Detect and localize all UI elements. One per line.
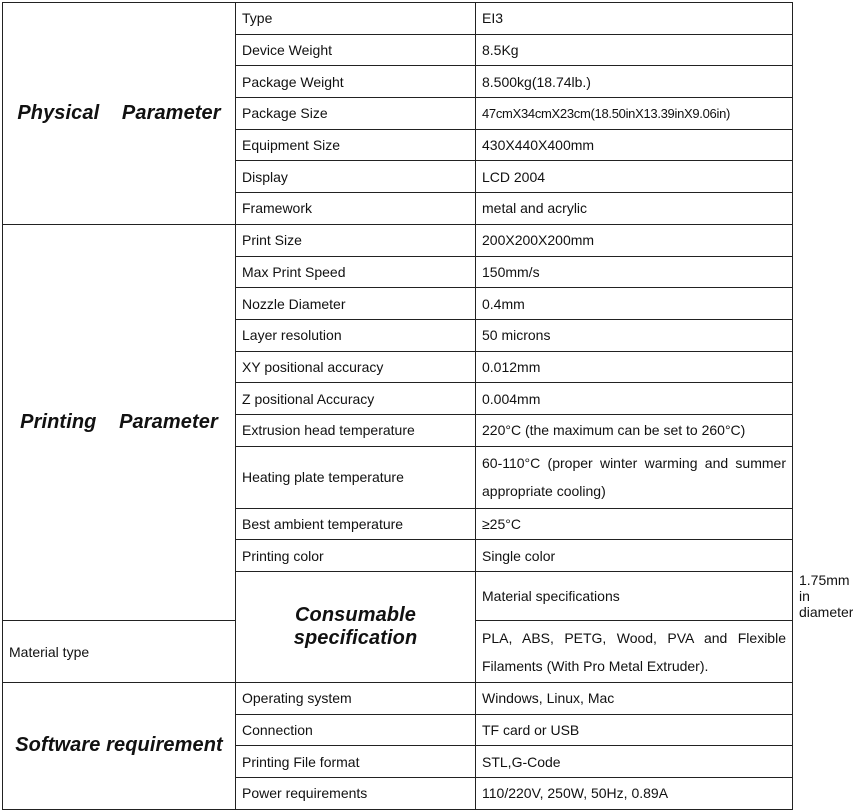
param-value: 0.4mm <box>476 288 793 320</box>
param-value: metal and acrylic <box>476 193 793 225</box>
param-value: 0.012mm <box>476 351 793 383</box>
param-label: Power requirements <box>236 778 476 810</box>
param-value: 110/220V, 250W, 50Hz, 0.89A <box>476 778 793 810</box>
param-label: Heating plate temperature <box>236 446 476 508</box>
param-value: STL,G-Code <box>476 746 793 778</box>
param-value: 50 microns <box>476 319 793 351</box>
table-row <box>3 3 793 35</box>
specification-table <box>2 2 853 810</box>
param-value: 8.5Kg <box>476 34 793 66</box>
param-value: 430X440X400mm <box>476 129 793 161</box>
param-value: 220°C (the maximum can be set to 260°C) <box>476 414 793 446</box>
param-label: XY positional accuracy <box>236 351 476 383</box>
param-label: Material type <box>3 621 236 683</box>
param-label: Display <box>236 161 476 193</box>
param-value: 8.500kg(18.74lb.) <box>476 66 793 98</box>
param-value: TF card or USB <box>476 714 793 746</box>
group-title-consumable-specification: Consumable specification <box>236 572 476 683</box>
param-label: Type <box>236 3 476 35</box>
param-label: Max Print Speed <box>236 256 476 288</box>
table-row: Consumable specification Material specifications 1.75mm in diameter <box>3 572 793 621</box>
param-label: Device Weight <box>236 34 476 66</box>
param-label: Print Size <box>236 224 476 256</box>
param-value: 60-110°C (proper winter warming and summer appropriate cooling) <box>476 446 793 508</box>
param-value: Single color <box>476 540 793 572</box>
param-label: Printing color <box>236 540 476 572</box>
param-label: Nozzle Diameter <box>236 288 476 320</box>
group-title-physical-parameter: Physical Parameter <box>3 3 236 225</box>
param-value: 150mm/s <box>476 256 793 288</box>
param-label: Operating system <box>236 683 476 715</box>
param-label: Z positional Accuracy <box>236 383 476 415</box>
param-label: Package Weight <box>236 66 476 98</box>
param-value: ≥25°C <box>476 508 793 540</box>
param-value: EI3 <box>476 3 793 35</box>
param-label: Equipment Size <box>236 129 476 161</box>
param-label: Connection <box>236 714 476 746</box>
table-row <box>3 683 793 715</box>
table-row <box>3 224 793 256</box>
param-label: Printing File format <box>236 746 476 778</box>
param-label: Framework <box>236 193 476 225</box>
param-label: Package Size <box>236 98 476 130</box>
param-label: Layer resolution <box>236 319 476 351</box>
param-value: 200X200X200mm <box>476 224 793 256</box>
param-value: 47cmX34cmX23cm(18.50inX13.39inX9.06in) <box>476 98 793 130</box>
param-value: Windows, Linux, Mac <box>476 683 793 715</box>
param-value: 0.004mm <box>476 383 793 415</box>
group-title-printing-parameter: Printing Parameter <box>3 224 236 620</box>
param-label: Material specifications <box>476 572 793 621</box>
param-label: Best ambient temperature <box>236 508 476 540</box>
group-title-software-requirement: Software requirement <box>3 683 236 810</box>
param-label: Extrusion head temperature <box>236 414 476 446</box>
param-value: PLA, ABS, PETG, Wood, PVA and Flexible Filaments (With Pro Metal Extruder). <box>476 621 793 683</box>
param-value: LCD 2004 <box>476 161 793 193</box>
